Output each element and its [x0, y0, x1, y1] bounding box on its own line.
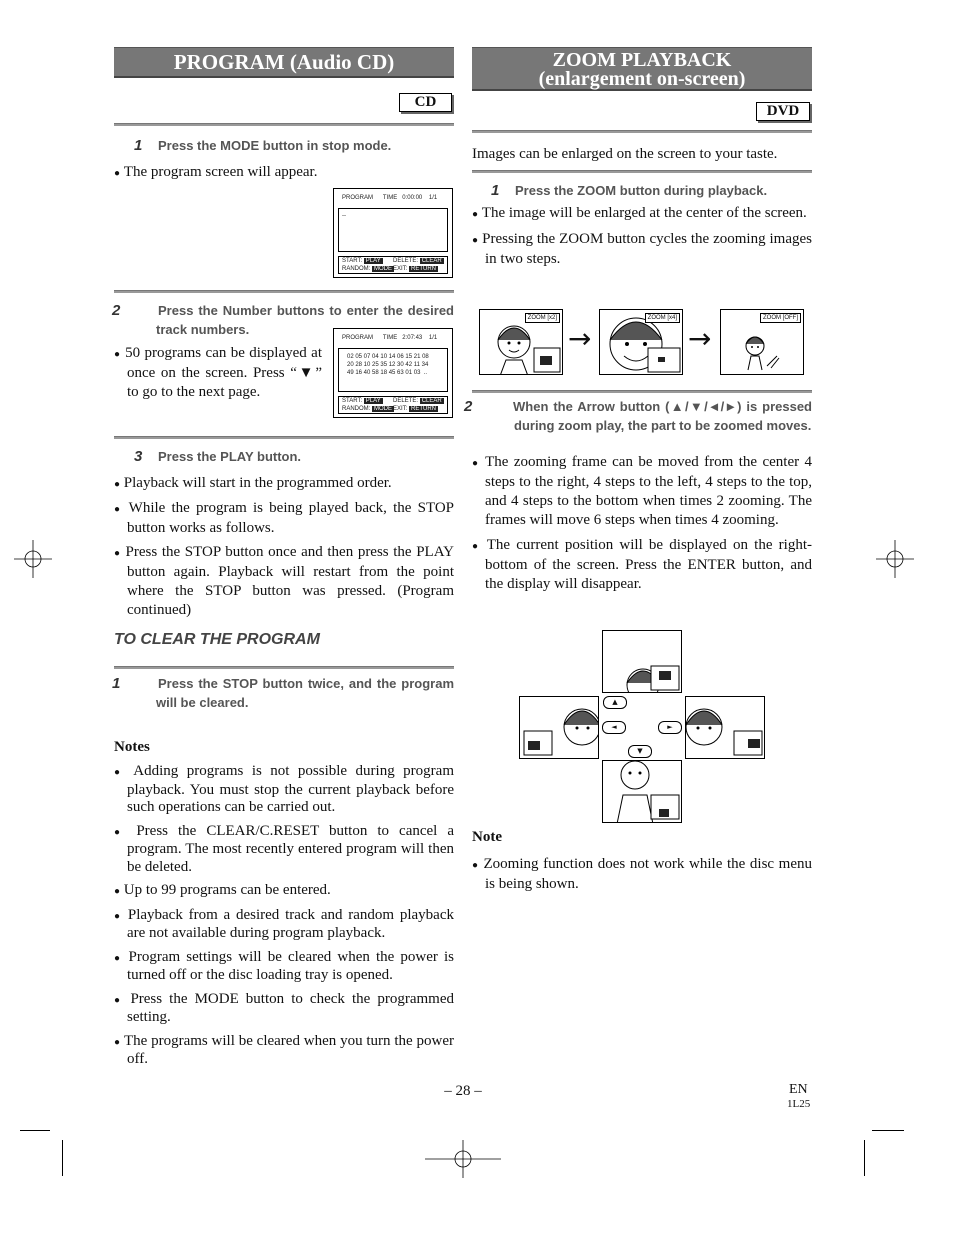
step-3-bullets	[114, 474, 454, 620]
bullet-item: ● The current position will be displayed on the right-bottom of the screen. Press the ENTER button, and the display will disappear.	[472, 537, 813, 592]
screen-footer: START: PLAY DELETE: CLEAR RANDOM: MODE EXIT: RETURN	[338, 396, 448, 414]
zoom-step-1: 1 Press the ZOOM button during playback.	[491, 182, 768, 199]
crop-mark	[62, 1140, 63, 1176]
note-item: ● Press the CLEAR/C.RESET button to cancel a program. The most recently entered program will then be deleted.	[114, 822, 455, 875]
bullet-item: ● The image will be enlarged at the center of the screen.	[472, 205, 807, 221]
bullet-item: ● While the program is being played back, the STOP button works as follows.	[114, 500, 455, 536]
dvd-badge: DVD	[756, 102, 810, 121]
zoom-off-image	[720, 309, 804, 375]
zoom-frame-right	[685, 696, 765, 759]
zoom-x2-image	[479, 309, 563, 375]
step-1: 1 Press the MODE button in stop mode.	[134, 137, 392, 154]
arrow-up-button: ▲	[603, 696, 627, 709]
zoom-step-2-bullets	[472, 453, 812, 594]
note-item: ● Adding programs is not possible during program playback. You must stop the current playback before such operations can be carried out.	[114, 763, 454, 815]
arrow-right-button: ►	[658, 721, 682, 734]
arrow-left-button: ◄	[602, 721, 626, 734]
note-item: ● Program settings will be cleared when the power is turned off or the disc loading tray is opened.	[114, 948, 455, 983]
divider	[114, 666, 454, 669]
note-item: ● Press the MODE button to check the programmed setting.	[114, 990, 455, 1025]
zoom-off-label: ZOOM [OFF]	[760, 313, 801, 323]
registration-mark-left	[14, 540, 52, 578]
zoom-title: ZOOM PLAYBACK	[552, 49, 732, 71]
step-2: 2 Press the Number buttons to enter the desired track numbers.	[112, 302, 454, 337]
note-item: ● The programs will be cleared when you turn the power off.	[114, 1032, 454, 1067]
zoom-title-banner	[472, 47, 812, 91]
arrow-down-button: ▼	[628, 745, 652, 758]
bullet-item: ● The zooming frame can be moved from the center 4 steps to the right, 4 steps to the left, 4 steps to the top, and 4 steps to the bottom when times 2 zooming. The frames will move 6 steps when times 4 zooming.	[472, 454, 813, 528]
notes-heading: Notes	[114, 739, 150, 755]
screen-header: PROGRAM TIME 0:00:00 1/1	[342, 195, 438, 201]
language-code: EN	[789, 1082, 808, 1097]
zoom-frame-left	[519, 696, 599, 759]
note-heading: Note	[472, 829, 502, 845]
program-screen-filled	[333, 328, 453, 418]
zoom-x2-label: ZOOM [x2]	[525, 313, 560, 323]
divider	[472, 170, 812, 173]
program-title-banner	[114, 47, 454, 78]
crop-mark	[864, 1140, 865, 1176]
divider	[472, 130, 812, 133]
note-item: ● Up to 99 programs can be entered.	[114, 882, 331, 898]
clear-step-1: 1 Press the STOP button twice, and the program will be cleared.	[112, 675, 454, 710]
cd-badge: CD	[399, 93, 452, 112]
notes-list	[114, 763, 454, 1069]
screen-footer: START: PLAY DELETE: CLEAR RANDOM: MODE EXIT: RETURN	[338, 256, 448, 274]
zoom-x4-label: ZOOM [x4]	[645, 313, 680, 323]
page-number: – 28 –	[444, 1083, 482, 1099]
zoom-step-2: 2 When the Arrow button (▲/▼/◄/►) is pressed during zoom play, the part to be zoomed moves.	[464, 398, 812, 433]
arrow-right-icon: →	[568, 322, 592, 355]
program-title: PROGRAM (Audio CD)	[173, 50, 395, 74]
zoom-frame-bottom	[602, 760, 682, 823]
zoom-step-1-bullets	[472, 204, 812, 269]
bullet-item: ● 50 programs can be displayed at once on the screen. Press “▼” to go to the next page.	[114, 345, 322, 400]
bullet-item: ● Playback will start in the programmed order.	[114, 475, 392, 491]
bullet-item: ● Pressing the ZOOM button cycles the zooming images in two steps.	[472, 231, 813, 267]
arrow-right-icon: →	[688, 322, 712, 355]
registration-mark-right	[876, 540, 914, 578]
divider	[114, 123, 454, 126]
screen-track-area: 02 05 07 04 10 14 06 15 21 08 20 28 10 25 35 12 30 42 11 34 49 16 40 58 18 45 63 01 03 ..	[338, 348, 448, 392]
crop-mark	[20, 1130, 50, 1131]
zoom-frame-top	[602, 630, 682, 693]
crop-mark	[872, 1130, 904, 1131]
zoom-subtitle: (enlargement on-screen)	[538, 68, 746, 90]
divider	[472, 390, 812, 393]
screen-header: PROGRAM TIME 2:07:43 1/1	[342, 335, 438, 341]
model-code: 1L25	[787, 1098, 811, 1110]
divider	[114, 290, 454, 293]
zoom-intro: Images can be enlarged on the screen to your taste.	[472, 146, 778, 162]
program-screen-empty	[333, 188, 453, 278]
step-3: 3 Press the PLAY button.	[134, 448, 302, 465]
divider	[114, 436, 454, 439]
clear-program-heading: TO CLEAR THE PROGRAM	[114, 631, 320, 648]
screen-track-area: --	[338, 208, 448, 252]
note-item: ● Zooming function does not work while the disc menu is being shown.	[472, 856, 812, 892]
note-item: ● Playback from a desired track and random playback are not available during program playback.	[114, 906, 455, 941]
bullet-item: ● Press the STOP button once and then press the PLAY button again. Playback will restart from the point where the STOP button was pressed. (Program continued)	[114, 544, 454, 618]
bullet-item: ● The program screen will appear.	[114, 164, 318, 180]
registration-mark-bottom	[425, 1140, 501, 1178]
zoom-x4-image	[599, 309, 683, 375]
